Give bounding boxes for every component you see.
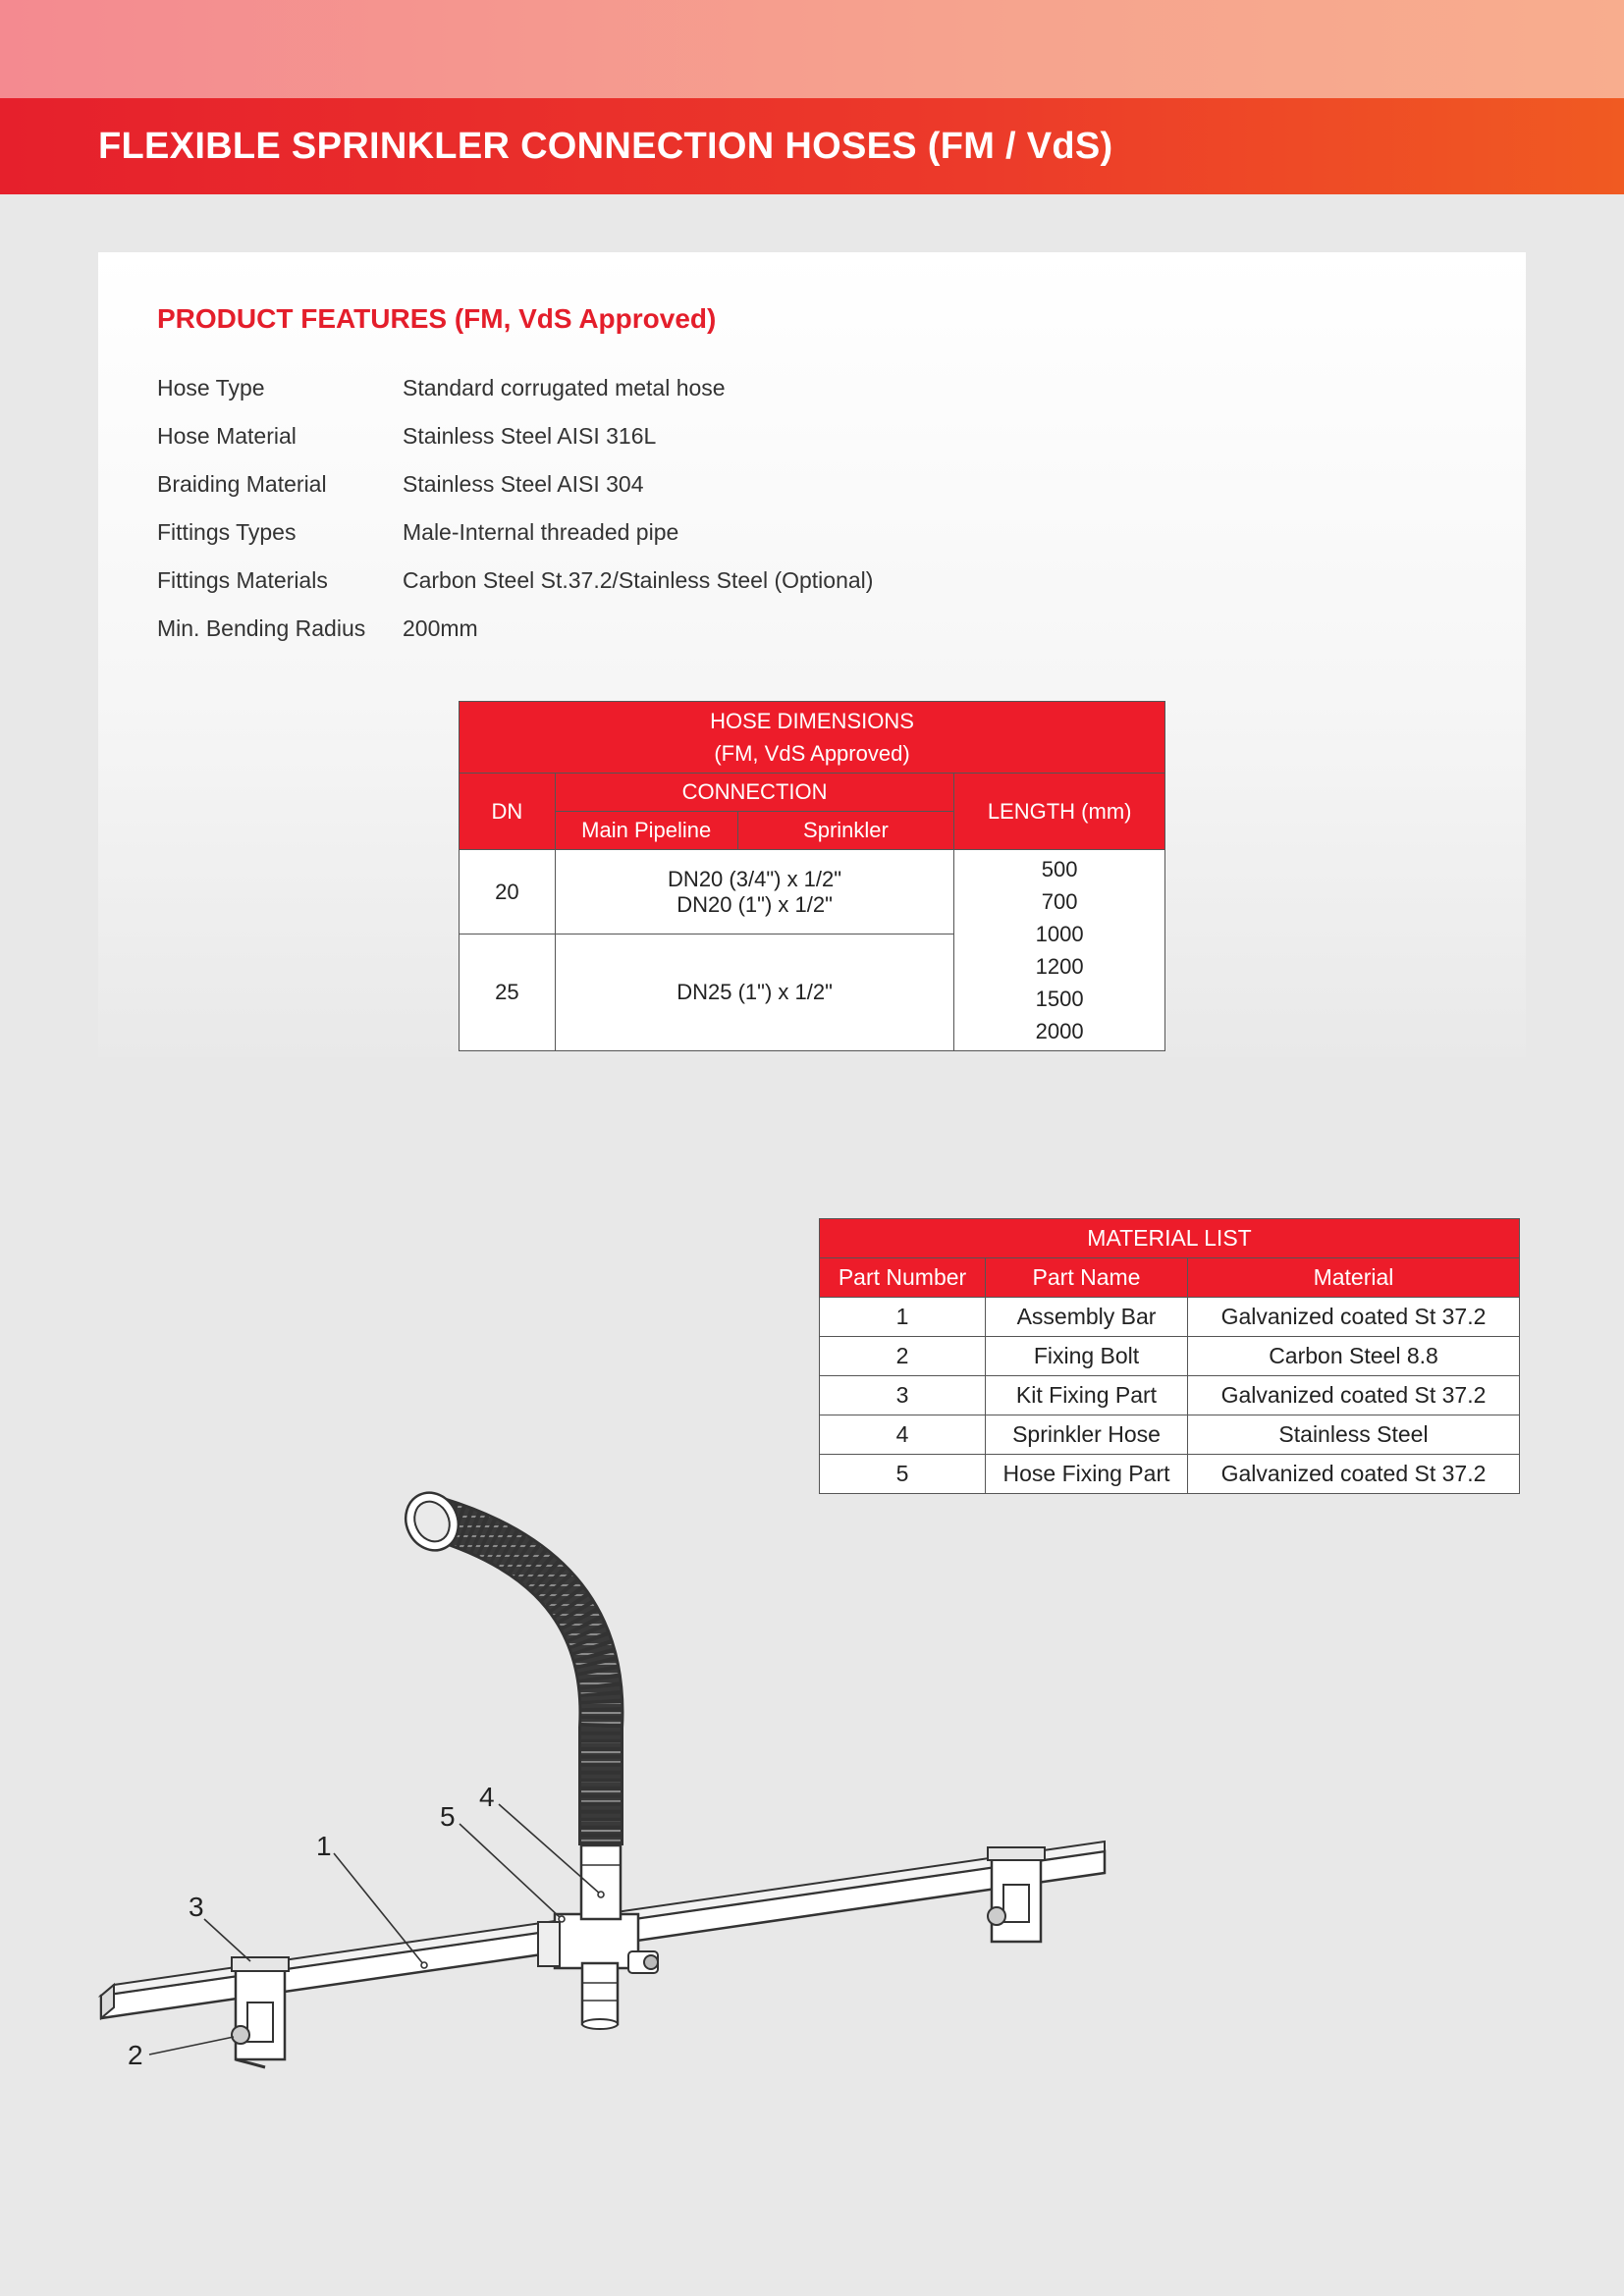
length-value: 1000 bbox=[1035, 922, 1084, 946]
feature-value: 200mm bbox=[403, 615, 478, 641]
col-header-connection: CONNECTION bbox=[555, 774, 953, 812]
table-row bbox=[820, 1337, 1520, 1376]
title-banner bbox=[0, 98, 1624, 194]
length-value: 1500 bbox=[1035, 987, 1084, 1011]
part-number-cell: 3 bbox=[820, 1376, 986, 1415]
connection-line: DN20 (1") x 1/2" bbox=[677, 891, 833, 917]
connection-cell bbox=[555, 850, 953, 934]
col-header-main-pipeline: Main Pipeline bbox=[555, 812, 737, 850]
feature-label: Braiding Material bbox=[157, 471, 327, 497]
features-heading: PRODUCT FEATURES (FM, VdS Approved) bbox=[157, 303, 717, 334]
feature-label: Hose Material bbox=[157, 423, 297, 449]
dn-cell: 25 bbox=[460, 934, 556, 1051]
material-list-table bbox=[819, 1218, 1520, 1494]
feature-label: Fittings Types bbox=[157, 519, 297, 545]
col-header-part-name: Part Name bbox=[986, 1258, 1188, 1298]
dimensions-title-line2: (FM, VdS Approved) bbox=[714, 741, 910, 766]
callout-4: 4 bbox=[479, 1782, 495, 1812]
part-number-cell: 4 bbox=[820, 1415, 986, 1455]
length-value: 500 bbox=[1041, 857, 1078, 881]
dn-cell: 20 bbox=[460, 850, 556, 934]
part-name-cell: Fixing Bolt bbox=[986, 1337, 1188, 1376]
feature-label: Fittings Materials bbox=[157, 567, 328, 593]
sprinkler-hose bbox=[397, 1484, 621, 1919]
top-decorative-band bbox=[0, 0, 1624, 98]
col-header-sprinkler: Sprinkler bbox=[737, 812, 954, 850]
callout-1: 1 bbox=[316, 1831, 332, 1861]
callout-5: 5 bbox=[440, 1801, 456, 1832]
part-number-cell: 5 bbox=[820, 1455, 986, 1494]
part-number-cell: 2 bbox=[820, 1337, 986, 1376]
material-cell: Carbon Steel 8.8 bbox=[1188, 1337, 1520, 1376]
part-name-cell: Kit Fixing Part bbox=[986, 1376, 1188, 1415]
length-cell bbox=[954, 850, 1165, 1051]
material-cell: Galvanized coated St 37.2 bbox=[1188, 1376, 1520, 1415]
connection-cell: DN25 (1") x 1/2" bbox=[555, 934, 953, 1051]
dimensions-title-line1: HOSE DIMENSIONS bbox=[710, 709, 914, 733]
part-name-cell: Hose Fixing Part bbox=[986, 1455, 1188, 1494]
part-number-cell: 1 bbox=[820, 1298, 986, 1337]
length-value: 2000 bbox=[1035, 1019, 1084, 1043]
table-row bbox=[820, 1415, 1520, 1455]
feature-value: Stainless Steel AISI 316L bbox=[403, 423, 657, 449]
material-cell: Galvanized coated St 37.2 bbox=[1188, 1455, 1520, 1494]
page-title: FLEXIBLE SPRINKLER CONNECTION HOSES (FM / VdS) bbox=[98, 126, 1113, 167]
material-cell: Galvanized coated St 37.2 bbox=[1188, 1298, 1520, 1337]
callout-3: 3 bbox=[189, 1892, 204, 1922]
part-name-cell: Assembly Bar bbox=[986, 1298, 1188, 1337]
dimensions-table-title bbox=[460, 702, 1165, 774]
col-header-dn: DN bbox=[460, 774, 556, 850]
length-value: 1200 bbox=[1035, 954, 1084, 979]
sprinkler-assembly-drawing bbox=[0, 1472, 1178, 2101]
feature-value: Stainless Steel AISI 304 bbox=[403, 471, 644, 497]
table-row bbox=[820, 1298, 1520, 1337]
length-value: 700 bbox=[1041, 889, 1078, 914]
kit-fixing-part-left bbox=[232, 1957, 289, 2067]
table-row bbox=[820, 1376, 1520, 1415]
feature-value: Male-Internal threaded pipe bbox=[403, 519, 679, 545]
feature-value: Carbon Steel St.37.2/Stainless Steel (Optional) bbox=[403, 567, 874, 593]
material-list-title: MATERIAL LIST bbox=[820, 1219, 1520, 1258]
feature-value: Standard corrugated metal hose bbox=[403, 375, 726, 400]
material-cell: Stainless Steel bbox=[1188, 1415, 1520, 1455]
col-header-material: Material bbox=[1188, 1258, 1520, 1298]
feature-label: Min. Bending Radius bbox=[157, 615, 366, 641]
connection-line: DN20 (3/4") x 1/2" bbox=[668, 866, 842, 891]
feature-label: Hose Type bbox=[157, 375, 265, 400]
callout-2: 2 bbox=[128, 2040, 143, 2070]
col-header-part-number: Part Number bbox=[820, 1258, 986, 1298]
part-name-cell: Sprinkler Hose bbox=[986, 1415, 1188, 1455]
kit-fixing-part-right bbox=[988, 1847, 1045, 1942]
col-header-length: LENGTH (mm) bbox=[954, 774, 1165, 850]
hose-dimensions-table bbox=[459, 701, 1165, 1051]
